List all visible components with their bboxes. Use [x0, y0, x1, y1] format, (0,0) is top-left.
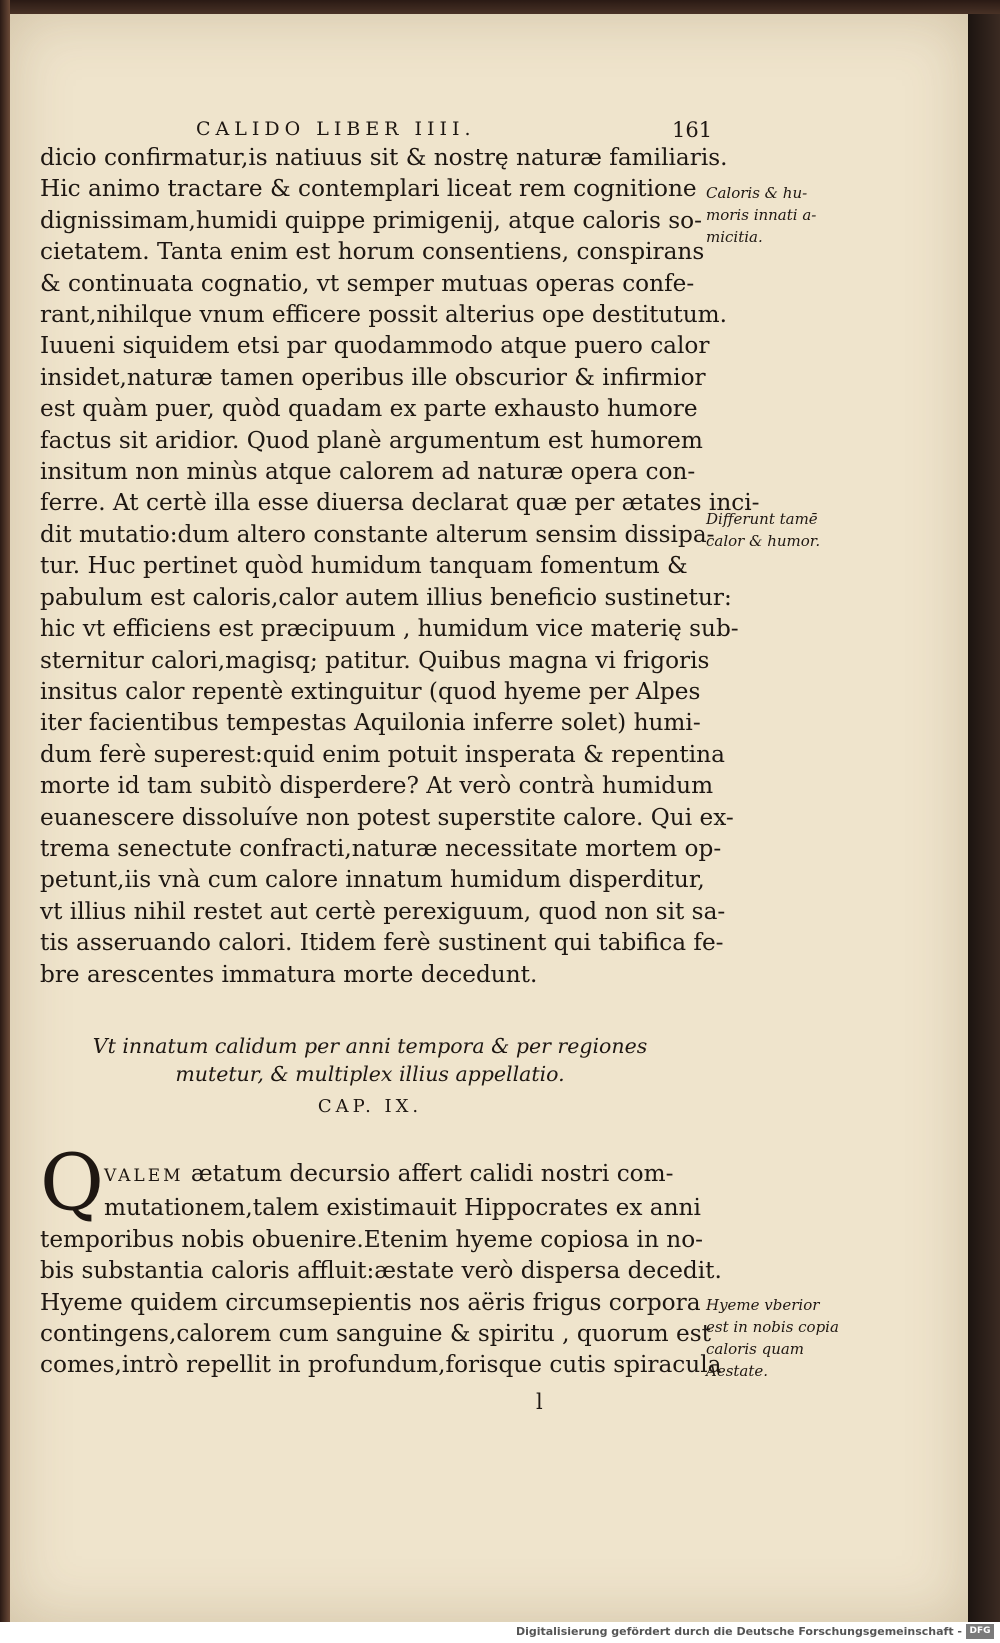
text-line: insidet,naturæ tamen operibus ille obscurior & infirmior [40, 363, 706, 391]
marginal-note-line: calor & humor. [706, 532, 821, 550]
text-line: tur. Huc pertinet quòd humidum tanquam fomentum & [40, 552, 688, 580]
marginal-note [706, 508, 856, 552]
text-line [40, 1158, 700, 1192]
text-line: trema senectute confracti,naturæ necessitate mortem op- [40, 834, 722, 862]
marginal-note-line: moris innati a- [706, 206, 817, 224]
text-line: bis substantia caloris affluit:æstate verò dispersa decedit. [40, 1257, 722, 1285]
dfg-logo: DFG [966, 1624, 994, 1639]
text-line: sternitur calori,magisq; patitur. Quibus magna vi frigoris [40, 646, 710, 674]
marginal-note [706, 1294, 856, 1382]
first-word: VALEM [104, 1166, 184, 1186]
text-line: ferre. At certè illa esse diuersa declarat quæ per ætates inci- [40, 489, 760, 517]
chapter-title-line-1: Vt innatum calidum per anni tempora & per regiones [92, 1034, 648, 1058]
text-line: dignissimam,humidi quippe primigenij, atque caloris so- [40, 206, 702, 234]
text-line: comes,intrò repellit in profundum,forisque cutis spiracula [40, 1351, 722, 1379]
chapter-number: CAP. IX. [317, 1096, 423, 1117]
text-line: mutationem,talem existimauit Hippocrates ex anni [104, 1194, 701, 1222]
text-line: petunt,iis vnà cum calore innatum humidum disperditur, [40, 866, 705, 894]
text-line: euanescere dissoluíve non potest superstite calore. Qui ex- [40, 803, 734, 831]
text-line: insitus calor repentè extinguitur (quod hyeme per Alpes [40, 677, 701, 705]
scan-background-left [0, 0, 10, 1643]
text-line: vt illius nihil restet aut certè perexiguum, quod non sit sa- [40, 897, 726, 925]
marginal-note-line: est in nobis copia [706, 1318, 839, 1336]
drop-cap: Q [40, 1138, 104, 1228]
text-line: temporibus nobis obuenire.Etenim hyeme copiosa in no- [40, 1225, 704, 1253]
text-line: cietatem. Tanta enim est horum consentiens, conspirans [40, 238, 705, 266]
marginal-note-line: Aestate. [706, 1362, 769, 1380]
text-line: Hyeme quidem circumsepientis nos aëris frigus corpora [40, 1288, 701, 1316]
digitization-footer [0, 1622, 1000, 1643]
marginal-note-line: caloris quam [706, 1340, 805, 1358]
running-head: CALIDO LIBER IIII. [196, 118, 476, 140]
marginal-note [706, 182, 856, 248]
signature-mark: l [536, 1390, 543, 1414]
text-line: dum ferè superest:quid enim potuit insperata & repentina [40, 740, 725, 768]
chapter-title-line-2: mutetur, & multiplex illius appellatio. [175, 1062, 565, 1086]
text-line: iter facientibus tempestas Aquilonia inferre solet) humi- [40, 709, 701, 737]
text-line: pabulum est caloris,calor autem illius beneficio sustinetur: [40, 583, 732, 611]
marginal-note-line: Caloris & hu- [706, 184, 808, 202]
marginal-note-line: micitia. [706, 228, 763, 246]
marginal-note-line: Hyeme vberior [706, 1296, 820, 1314]
funding-credit: Digitalisierung gefördert durch die Deutsche Forschungsgemeinschaft - [515, 1625, 962, 1638]
text-line: morte id tam subitò disperdere? At verò contrà humidum [40, 772, 714, 800]
chapter-heading [40, 1032, 700, 1117]
text-line: bre arescentes immatura morte decedunt. [40, 960, 538, 988]
text-line: contingens,calorem cum sanguine & spiritu , quorum est [40, 1320, 711, 1348]
text-line: hic vt efficiens est præcipuum , humidum vice materię sub- [40, 615, 739, 643]
chapter-paragraph [40, 1158, 722, 1381]
text-line: insitum non minùs atque calorem ad naturæ opera con- [40, 458, 696, 486]
text-line: rant,nihilque vnum efficere possit alterius ope destitutum. [40, 301, 727, 329]
page-edge-shadow [968, 14, 1000, 1622]
text-line: & continuata cognatio, vt semper mutuas operas confe- [40, 269, 695, 297]
marginal-note-line: Differunt tamē [706, 510, 818, 528]
first-line-text: ætatum decursio affert calidi nostri com- [183, 1160, 674, 1187]
text-line: Iuueni siquidem etsi par quodammodo atque puero calor [40, 332, 710, 360]
page-number: 161 [672, 118, 713, 142]
text-line: dicio confirmatur,is natiuus sit & nostrę naturæ familiaris. [40, 144, 728, 171]
text-line: dit mutatio:dum altero constante alterum sensim dissipa- [40, 520, 715, 548]
text-line: Hic animo tractare & contemplari liceat rem cognitione [40, 175, 697, 203]
text-line: tis asseruando calori. Itidem ferè sustinent qui tabifica fe- [40, 929, 724, 957]
text-line: factus sit aridior. Quod planè argumentum est humorem [40, 426, 703, 454]
text-line: est quàm puer, quòd quadam ex parte exhausto humore [40, 395, 698, 423]
